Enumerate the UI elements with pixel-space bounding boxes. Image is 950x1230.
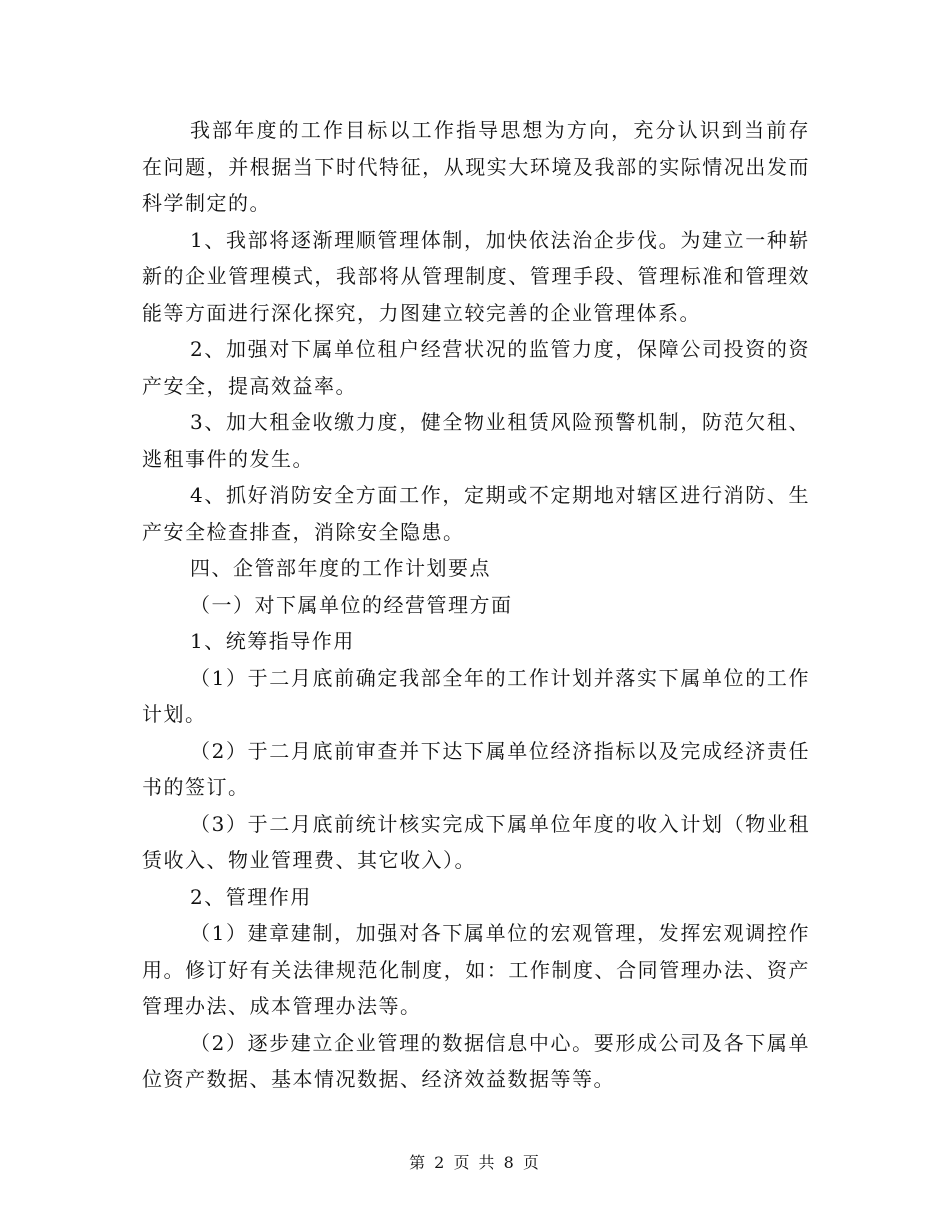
subsection-heading: （一）对下属单位的经营管理方面	[190, 592, 513, 617]
paragraph: （2）逐步建立企业管理的数据信息中心。要形成公司及各下属单位资产数据、基本情况数据、经济效益数据等等。	[142, 1030, 810, 1091]
paragraph: （1）于二月底前确定我部全年的工作计划并落实下属单位的工作计划。	[142, 665, 810, 726]
paragraph: 2、加强对下属单位租户经营状况的监管力度，保障公司投资的资产安全，提高效益率。	[142, 337, 810, 398]
paragraph: 我部年度的工作目标以工作指导思想为方向，充分认识到当前存在问题，并根据当下时代特征，从现实大环境及我部的实际情况出发而科学制定的。	[142, 118, 810, 215]
section-heading: 四、企管部年度的工作计划要点	[190, 556, 491, 580]
document-body	[142, 112, 810, 1098]
item-heading: 1、统筹指导作用	[190, 629, 355, 653]
paragraph: 3、加大租金收缴力度，健全物业租赁风险预警机制，防范欠租、逃租事件的发生。	[142, 410, 810, 471]
paragraph: 1、我部将逐渐理顺管理体制，加快依法治企步伐。为建立一种崭新的企业管理模式，我部将从管理制度、管理手段、管理标准和管理效能等方面进行深化探究，力图建立较完善的企业管理体系。	[142, 227, 810, 325]
paragraph: （1）建章建制，加强对各下属单位的宏观管理，发挥宏观调控作用。修订好有关法律规范化制度，如：工作制度、合同管理办法、资产管理办法、成本管理办法等。	[142, 921, 810, 1018]
paragraph: 4、抓好消防安全方面工作，定期或不定期地对辖区进行消防、生产安全检查排查，消除安全隐患。	[142, 483, 810, 544]
paragraph: （3）于二月底前统计核实完成下属单位年度的收入计划（物业租赁收入、物业管理费、其它收入）。	[142, 811, 810, 872]
page-number: 第 2 页 共 8 页	[409, 1153, 541, 1172]
item-heading: 2、管理作用	[190, 884, 312, 909]
paragraph: （2）于二月底前审查并下达下属单位经济指标以及完成经济责任书的签订。	[142, 738, 810, 799]
